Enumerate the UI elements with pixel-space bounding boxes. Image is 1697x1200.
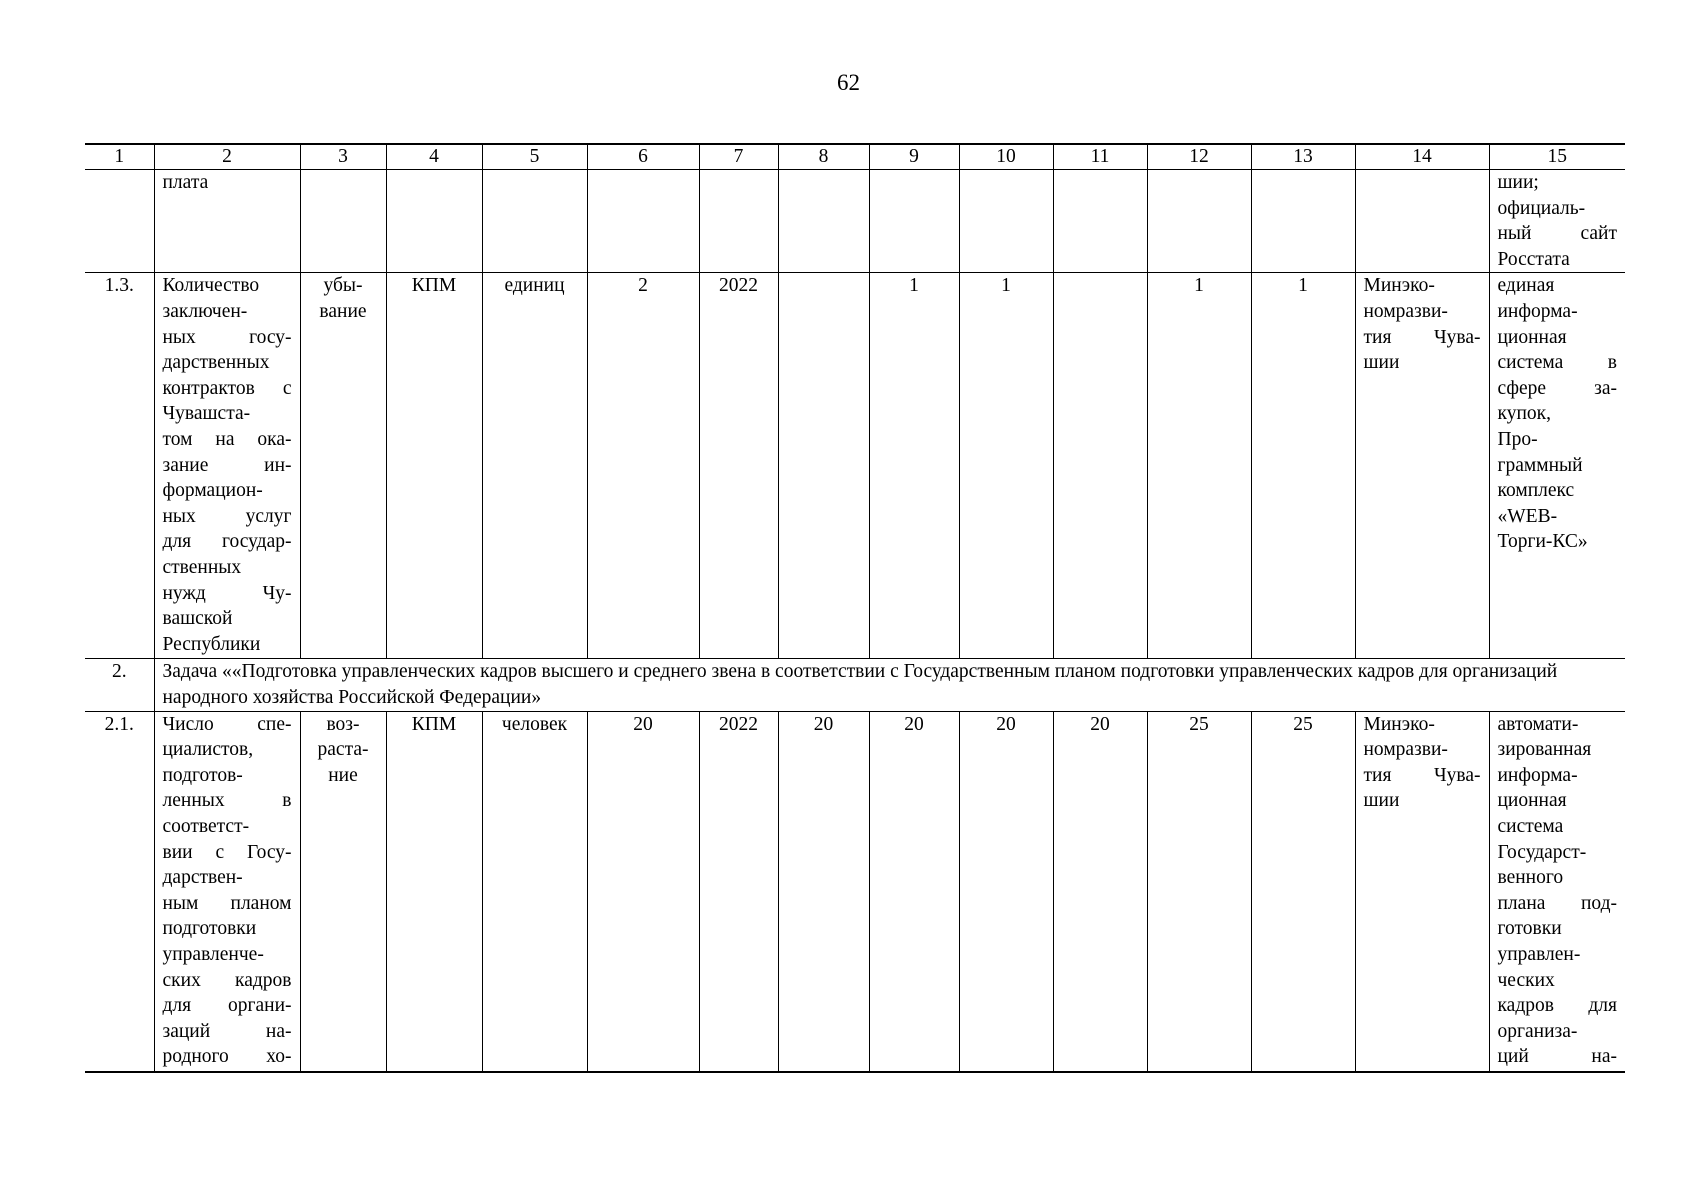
col-header-10: 10 (959, 144, 1053, 170)
unit-cell: единиц (482, 273, 587, 659)
row-number: 1.3. (85, 273, 154, 659)
value-col-11: 20 (1053, 711, 1147, 1072)
value-col-12: 25 (1147, 711, 1251, 1072)
continuation-source-cell: шии; официаль- ный сайт Росстата (1489, 170, 1625, 273)
col-header-6: 6 (587, 144, 699, 170)
indicator-row-2-1 (85, 711, 1625, 1072)
continuation-row (85, 170, 1625, 273)
col-header-3: 3 (300, 144, 386, 170)
col-header-13: 13 (1251, 144, 1355, 170)
value-col-13: 1 (1251, 273, 1355, 659)
value-col-8 (778, 273, 869, 659)
value-col-9: 1 (869, 273, 959, 659)
col-header-7: 7 (699, 144, 778, 170)
task-row-2 (85, 659, 1625, 711)
base-value-cell: 20 (587, 711, 699, 1072)
indicators-table (85, 143, 1625, 1073)
col-header-9: 9 (869, 144, 959, 170)
value-col-8: 20 (778, 711, 869, 1072)
indicator-name-cell: Число спе- циалистов, подготов- ленных в соответст- вии с Госу- дарствен- ным планом подготовки управленче- ских кадров для органи- заций на- родного хо- (154, 711, 300, 1072)
value-col-13: 25 (1251, 711, 1355, 1072)
task-text: Задача ««Подготовка управленческих кадров высшего и среднего звена в соответствии с Государственным планом подготовки управленческих кадров для организаций народного хозяйства Российской Федерации» (154, 659, 1625, 711)
base-year-cell: 2022 (699, 273, 778, 659)
col-header-2: 2 (154, 144, 300, 170)
col-header-11: 11 (1053, 144, 1147, 170)
responsible-cell: Минэко- номразви- тия Чува- шии (1355, 711, 1489, 1072)
responsible-cell: Минэко- номразви- тия Чува- шии (1355, 273, 1489, 659)
type-cell: КПМ (386, 273, 482, 659)
value-col-10: 1 (959, 273, 1053, 659)
direction-cell: воз- раста- ние (300, 711, 386, 1072)
col-header-12: 12 (1147, 144, 1251, 170)
indicator-name-cell: Количество заключен- ных госу- дарственных контрактов с Чувашста- том на ока- зание ин- формацион- ных услуг для государ- ственных нужд Чу- вашской Республики (154, 273, 300, 659)
base-value-cell: 2 (587, 273, 699, 659)
direction-cell: убы- вание (300, 273, 386, 659)
value-col-11 (1053, 273, 1147, 659)
row-number: 2.1. (85, 711, 154, 1072)
source-cell: единая информа- ционная система в сфере за- купок, Про- граммный комплекс «WEB- Торги-КС» (1489, 273, 1625, 659)
continuation-name-cell: плата (154, 170, 300, 273)
task-number: 2. (85, 659, 154, 711)
value-col-10: 20 (959, 711, 1053, 1072)
column-number-row (85, 144, 1625, 170)
type-cell: КПМ (386, 711, 482, 1072)
col-header-5: 5 (482, 144, 587, 170)
value-col-12: 1 (1147, 273, 1251, 659)
col-header-1: 1 (85, 144, 154, 170)
col-header-15: 15 (1489, 144, 1625, 170)
col-header-4: 4 (386, 144, 482, 170)
col-header-14: 14 (1355, 144, 1489, 170)
page-number: 62 (837, 70, 860, 95)
base-year-cell: 2022 (699, 711, 778, 1072)
source-cell: автомати- зированная информа- ционная система Государст- венного плана под- готовки управлен- ческих кадров для организа- ций на- (1489, 711, 1625, 1072)
value-col-9: 20 (869, 711, 959, 1072)
unit-cell: человек (482, 711, 587, 1072)
col-header-8: 8 (778, 144, 869, 170)
indicator-row-1-3 (85, 273, 1625, 659)
